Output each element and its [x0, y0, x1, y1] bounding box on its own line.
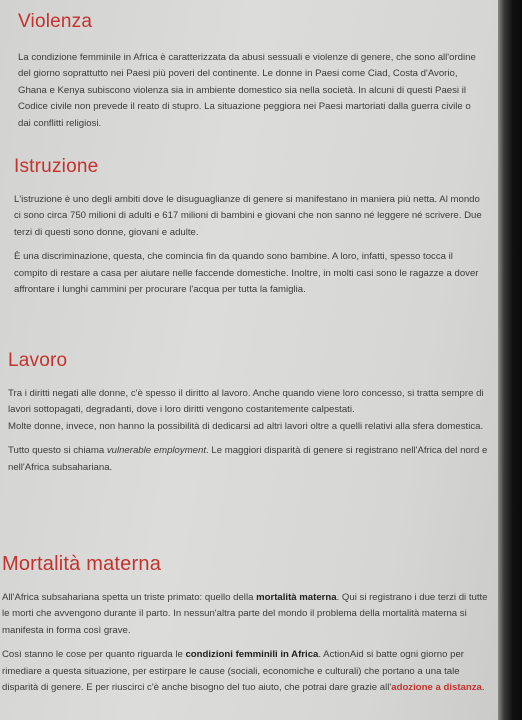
- mortalita-1-pre: All'Africa subsahariana spetta un triste primato: quello della: [2, 592, 257, 603]
- mortalita-2-pre: Così stanno le cose per quanto riguarda le: [2, 649, 186, 661]
- heading-violenza: Violenza: [18, 11, 93, 32]
- paragraph-istruzione-1: L'istruzione è uno degli ambiti dove le disuguaglianze di genere si manifestano in maniera più netta. Al mondo ci sono circa 750 milioni di adulti e 617 milioni di bambini e giovani che non sanno né leggere né scrivere. Due terzi di questi sono donne, giovani e adulte.: [14, 194, 482, 238]
- heading-mortalita: Mortalità materna: [2, 553, 162, 575]
- section-istruzione: [14, 154, 488, 298]
- paragraph-lavoro-1: Tra i diritti negati alle donne, c'è spesso il diritto al lavoro. Anche quando viene loro concesso, si tratta sempre di lavori sottopagati, degradanti, dove i loro diritti vengono costantemente calpestati.: [8, 388, 484, 416]
- paragraph-lavoro-1b: Molte donne, invece, non hanno la possibilità di dedicarsi ad altri lavori oltre a quelli relativi alla sfera domestica.: [8, 420, 484, 432]
- condizioni-femminili-bold: condizioni femminili in Africa: [185, 649, 319, 661]
- mortalita-1-post: . Qui si registrano i due terzi di tutte le morti che avvengono durante il parto. In nessun'altra parte del mondo il problema della mortalità materna si manifesta in forma così grave.: [2, 592, 488, 636]
- paragraph-mortalita-2: [2, 647, 496, 696]
- section-violenza: [18, 10, 486, 132]
- adozione-a-distanza-link[interactable]: adozione a distanza: [391, 682, 482, 694]
- mortalita-materna-bold: mortalità materna: [256, 592, 337, 603]
- section-mortalita: [2, 550, 496, 696]
- mortalita-2-mid: . ActionAid si batte ogni giorno per rimediare a questa situazione, per estirpare le cause (sociali, economiche e culturali) che portano a una tale disparità di genere. E per riuscirci c'è anche bisogno del tuo aiuto, che potrai dare grazie all': [2, 649, 464, 694]
- paragraph-mortalita-1: [2, 590, 496, 639]
- heading-istruzione: Istruzione: [14, 156, 99, 177]
- paragraph-lavoro-2: [8, 443, 490, 476]
- heading-lavoro: Lavoro: [8, 350, 68, 371]
- section-lavoro: [8, 348, 490, 476]
- screen-bezel-edge: [498, 0, 522, 720]
- paragraph-istruzione-2: È una discriminazione, questa, che comincia fin da quando sono bambine. A loro, infatti, spesso tocca il compito di restare a casa per aiutare nelle faccende domestiche. Inoltre, in molti casi sono le ragazze a dover affrontare i lunghi cammini per procurare l'acqua per tutta la famiglia.: [14, 251, 479, 296]
- vulnerable-employment-term: vulnerable employment: [106, 445, 207, 457]
- lavoro-2-pre: Tutto questo si chiama: [8, 445, 107, 457]
- paragraph-violenza: La condizione femminile in Africa è caratterizzata da abusi sessuali e violenze di genere, che sono all'ordine del giorno soprattutto nei Paesi più poveri del continente. Le donne in Paesi come Ciad, Costa d'Avorio, Ghana e Kenya subiscono violenza sia in ambiente domestico sia nella società. In alcuni di questi Paesi il Codice civile non prevede il reato di stupro. La situazione peggiora nei Paesi martoriati dalla guerra civile o dai conflitti religiosi.: [18, 52, 476, 129]
- lavoro-2-post: . Le maggiori disparità di genere si registrano nell'Africa del nord e nell'Africa subsahariana.: [8, 445, 488, 473]
- mortalita-2-end: .: [481, 682, 485, 694]
